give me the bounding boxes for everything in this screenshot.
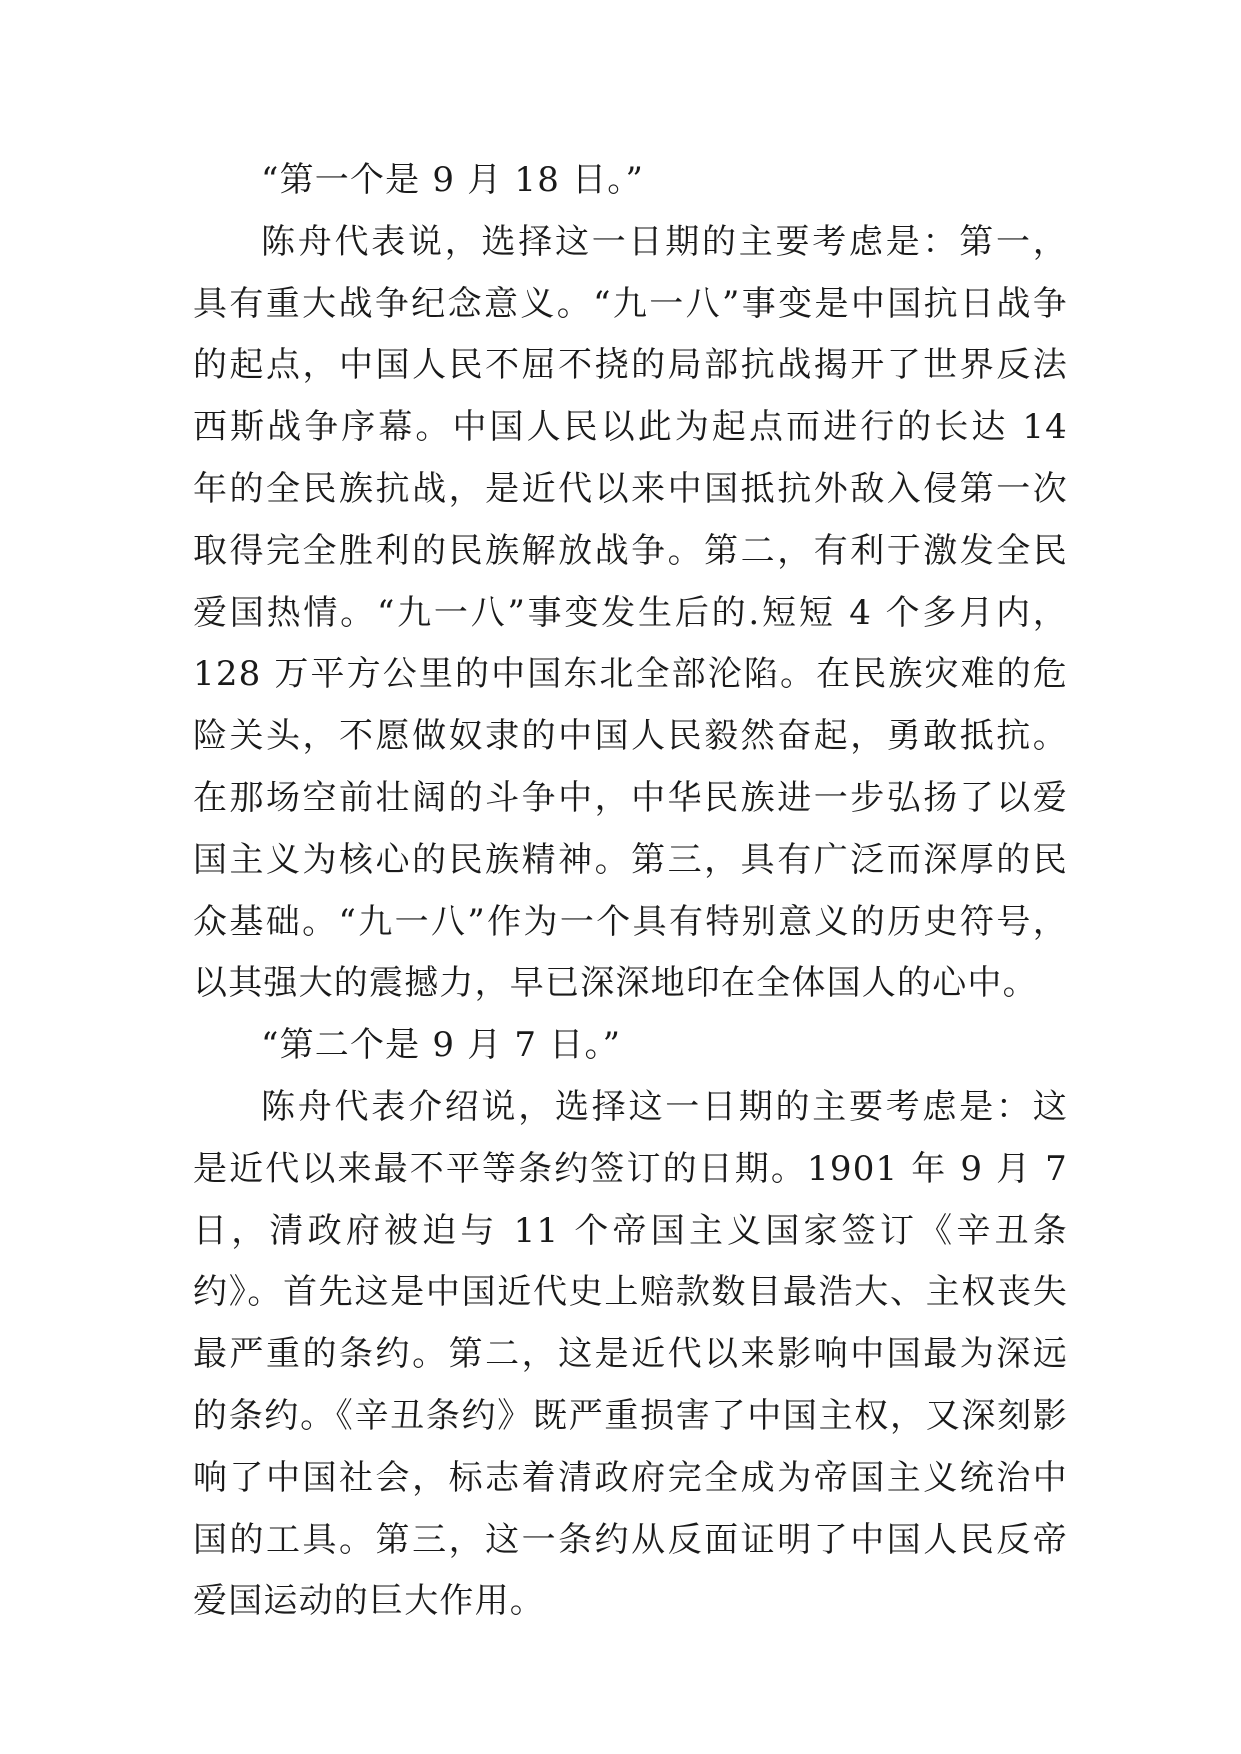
paragraph-second-reasons: 陈舟代表介绍说，选择这一日期的主要考虑是：这是近代以来最不平等条约签订的日期。1901 年 9 月 7 日，清政府被迫与 11 个帝国主义国家签订《辛丑条约》。首先这是中国近代史上赔款数目最浩大、主权丧失最严重的条约。第二，这是近代以来影响中国最为深远的条约。《辛丑条约》既严重损害了中国主权，又深刻影响了中国社会，标志着清政府完全成为帝国主义统治中国的工具。第三，这一条约从反面证明了中国人民反帝爱国运动的巨大作用。 xyxy=(193,1086,1068,1622)
paragraph-second-date: “第二个是 9 月 7 日。” xyxy=(261,1025,622,1066)
paragraph-first-reasons: 陈舟代表说，选择这一日期的主要考虑是：第一，具有重大战争纪念意义。“九一八”事变是中国抗日战争的起点，中国人民不屈不挠的局部抗战揭开了世界反法西斯战争序幕。中国人民以此为起点而进行的长达 14 年的全民族抗战，是近代以来中国抵抗外敌入侵第一次取得完全胜利的民族解放战争。第二，有利于激发全民爱国热情。“九一八”事变发生后的.短短 4 个多月内，128 万平方公里的中国东北全部沦陷。在民族灾难的危险关头，不愿做奴隶的中国人民毅然奋起，勇敢抵抗。在那场空前壮阔的斗争中，中华民族进一步弘扬了以爱国主义为核心的民族精神。第三，具有广泛而深厚的民众基础。“九一八”作为一个具有特别意义的历史符号，以其强大的震撼力，早已深深地印在全体国人的心中。 xyxy=(193,221,1068,1004)
paragraph-first-date: “第一个是 9 月 18 日。” xyxy=(261,160,645,200)
document-body xyxy=(193,150,1068,1633)
